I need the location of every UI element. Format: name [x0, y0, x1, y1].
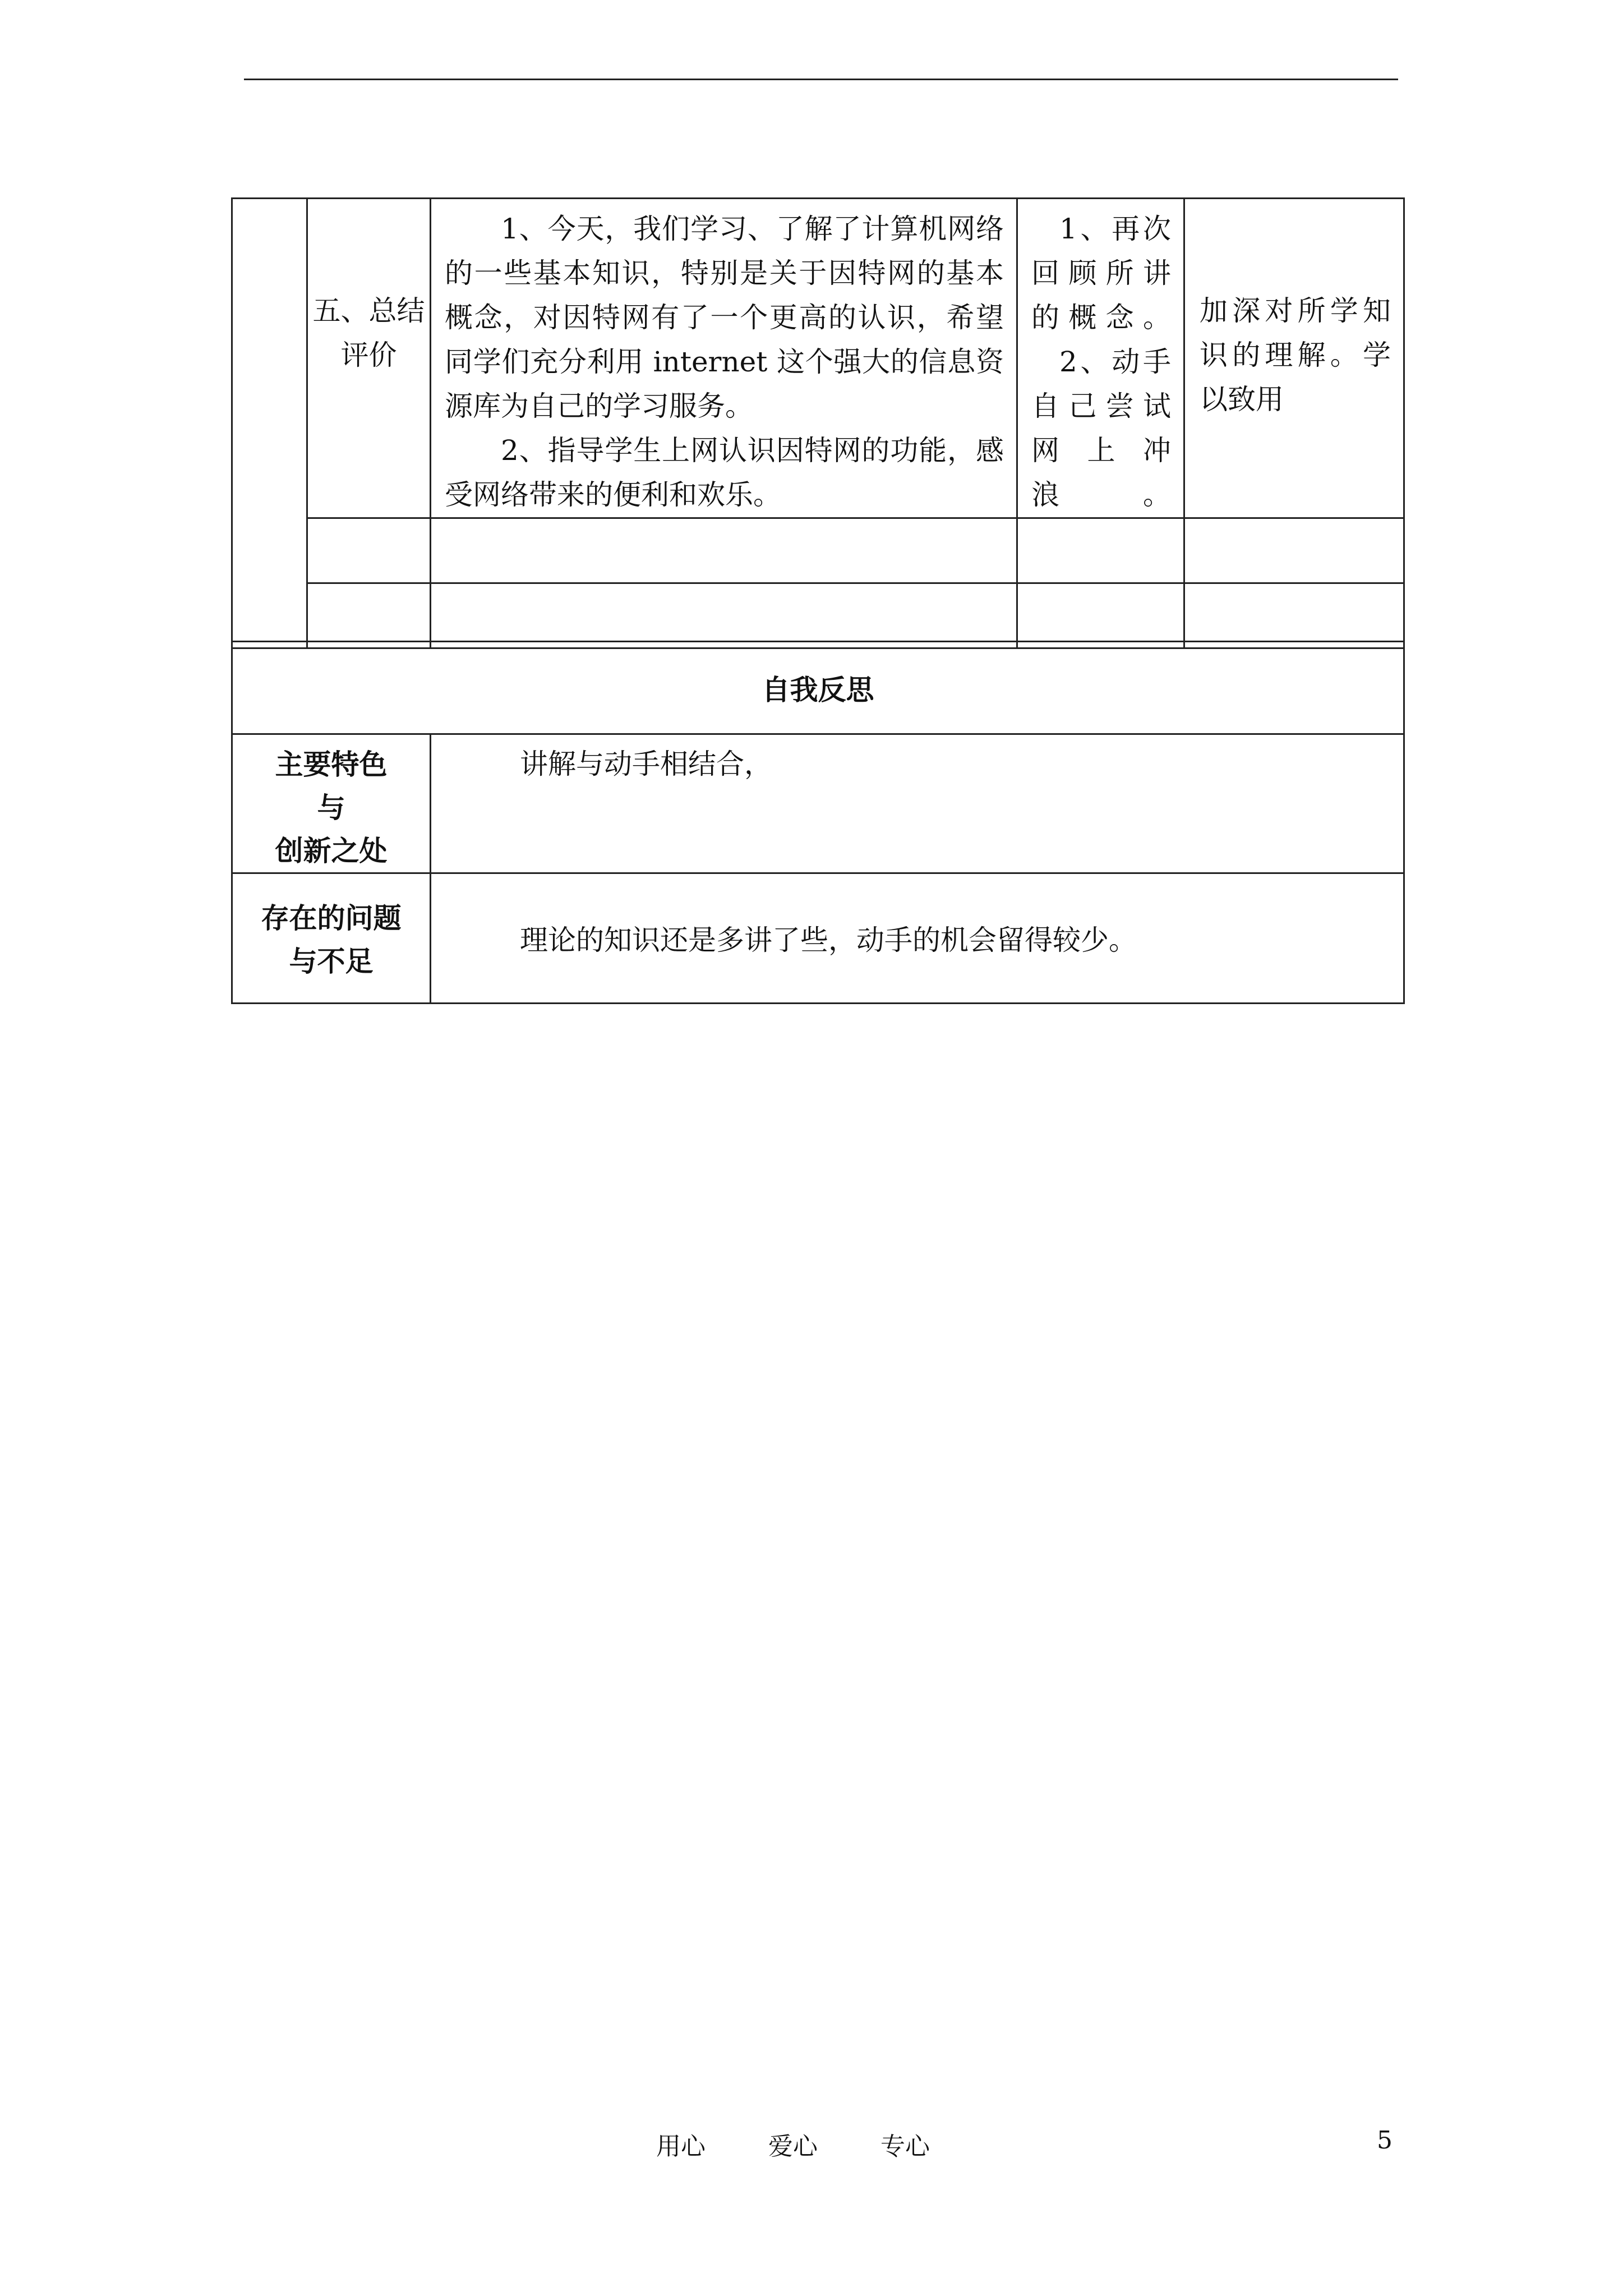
header-rule [244, 79, 1398, 80]
empty-cell [1184, 518, 1404, 583]
table-row [232, 518, 1404, 583]
purpose-cell [1184, 199, 1404, 518]
student-paragraph: 1、再次回顾所讲的概念。 [1031, 213, 1171, 334]
empty-cell [307, 518, 431, 583]
reflection-title: 自我反思 [232, 642, 1404, 734]
teacher-paragraph: 1、今天，我们学习、了解了计算机网络的一些基本知识，特别是关于因特网的基本概念，对因特网有了一个更高的认识，希望同学们充分利用 internet 这个强大的信息资源库为自己的学习服务。 [445, 213, 1004, 422]
empty-cell [1017, 583, 1184, 648]
self-reflection-table [231, 641, 1405, 1004]
table-row [232, 583, 1404, 648]
features-label-line: 创新之处 [275, 834, 388, 867]
empty-cell [1017, 518, 1184, 583]
empty-cell [431, 583, 1017, 648]
table-row [232, 734, 1404, 873]
page-number: 5 [1377, 2126, 1393, 2155]
problems-label-line: 与不足 [289, 945, 374, 978]
footer-word: 专心 [880, 2132, 930, 2161]
features-label-line: 与 [317, 791, 345, 824]
student-activity-cell [1017, 199, 1184, 518]
table-row [232, 199, 1404, 518]
problems-label [232, 873, 431, 1004]
table-row [232, 873, 1404, 1004]
empty-cell [1184, 583, 1404, 648]
features-label [232, 734, 431, 873]
empty-cell [307, 583, 431, 648]
teacher-paragraph: 2、指导学生上网认识因特网的功能，感受网络带来的便利和欢乐。 [445, 434, 1004, 511]
student-paragraph: 2、动手自己尝试网上冲浪。 [1031, 346, 1171, 511]
footer-word: 爱心 [768, 2132, 818, 2161]
outer-stage-column [232, 199, 307, 648]
lesson-plan-table [231, 197, 1405, 649]
stage-cell [307, 199, 431, 518]
empty-cell [431, 518, 1017, 583]
stage-label: 五、总结评价 [312, 295, 425, 371]
teacher-activity-cell [431, 199, 1017, 518]
footer-motto [656, 2126, 993, 2162]
footer-word: 用心 [656, 2132, 706, 2161]
purpose-text: 加深对所学知识的理解。学以致用 [1200, 295, 1391, 416]
features-text: 讲解与动手相结合， [431, 734, 1404, 873]
problems-label-line: 存在的问题 [261, 901, 402, 935]
problems-text: 理论的知识还是多讲了些，动手的机会留得较少。 [431, 873, 1404, 1004]
table-row [232, 642, 1404, 734]
features-label-line: 主要特色 [275, 748, 388, 781]
